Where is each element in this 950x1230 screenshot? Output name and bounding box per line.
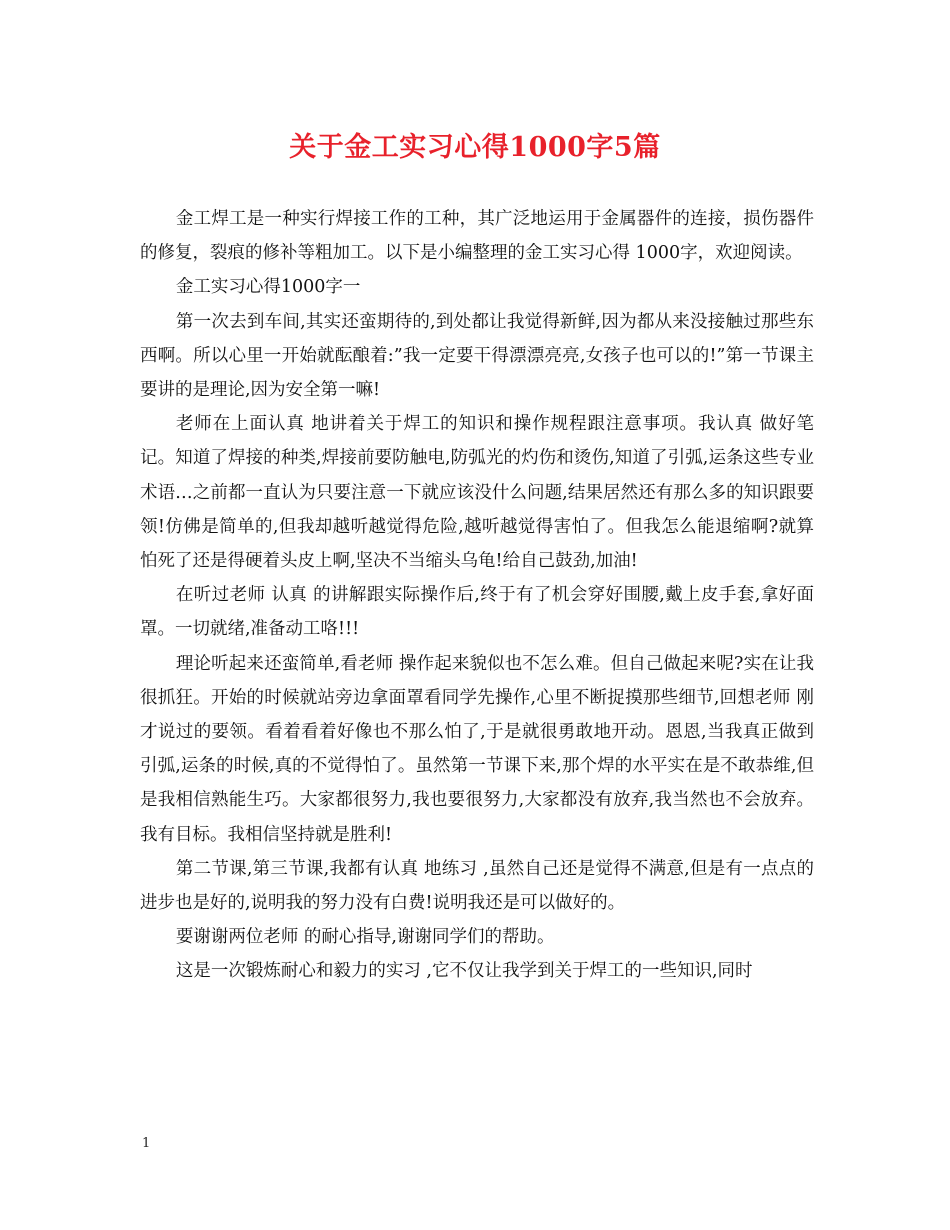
- document-body: [140, 202, 814, 989]
- body-paragraph: 这是一次锻炼耐心和毅力的实习 ,它不仅让我学到关于焊工的一些知识,同时: [175, 961, 753, 982]
- body-paragraph: 要谢谢两位老师 的耐心指导,谢谢同学们的帮助。: [175, 927, 555, 948]
- body-paragraph: 第一次去到车间,其实还蛮期待的,到处都让我觉得新鲜,因为都从来没接触过那些东西啊。所以心里一开始就酝酿着:”我一定要干得漂漂亮亮,女孩子也可以的!”第一节课主要讲的是理论,因为安全第一嘛!: [140, 311, 814, 401]
- document-title: 关于金工实习心得1000字5篇: [289, 132, 661, 163]
- body-paragraph: 理论听起来还蛮简单,看老师 操作起来貌似也不怎么难。但自己做起来呢?实在让我很抓狂。开始的时候就站旁边拿面罩看同学先操作,心里不断捉摸那些细节,回想老师 刚才说过的要领。看着看着好像也不那么怕了,于是就很勇敢地开动。恩恩,当我真正做到引弧,运条的时候,真的不觉得怕了。虽然第一节课下来,那个焊的水平实在是不敢恭维,但是我相信熟能生巧。大家都很努力,我也要很努力,大家都没有放弃,我当然也不会放弃。我有目标。我相信坚持就是胜利!: [140, 653, 814, 845]
- page-number: 1: [142, 1136, 151, 1151]
- body-paragraph: 在听过老师 认真 的讲解跟实际操作后,终于有了机会穿好围腰,戴上皮手套,拿好面罩。一切就绪,准备动工咯!!!: [140, 585, 814, 640]
- intro-paragraph: 金工焊工是一种实行焊接工作的工种，其广泛地运用于金属器件的连接，损伤器件的修复，裂痕的修补等粗加工。以下是小编整理的金工实习心得 1000字，欢迎阅读。: [140, 209, 814, 264]
- body-paragraph: 老师在上面认真 地讲着关于焊工的知识和操作规程跟注意事项。我认真 做好笔记。知道了焊接的种类,焊接前要防触电,防弧光的灼伤和烫伤,知道了引弧,运条这些专业术语…之前都一直认为只要注意一下就应该没什么问题,结果居然还有那么多的知识跟要领!仿佛是简单的,但我却越听越觉得危险,越听越觉得害怕了。但我怎么能退缩啊?就算怕死了还是得硬着头皮上啊,坚决不当缩头乌龟!给自己鼓劲,加油!: [140, 414, 814, 572]
- body-paragraph: 第二节课,第三节课,我都有认真 地练习 ,虽然自己还是觉得不满意,但是有一点点的进步也是好的,说明我的努力没有白费!说明我还是可以做好的。: [140, 858, 814, 914]
- section-heading: 金工实习心得1000字一: [175, 277, 361, 298]
